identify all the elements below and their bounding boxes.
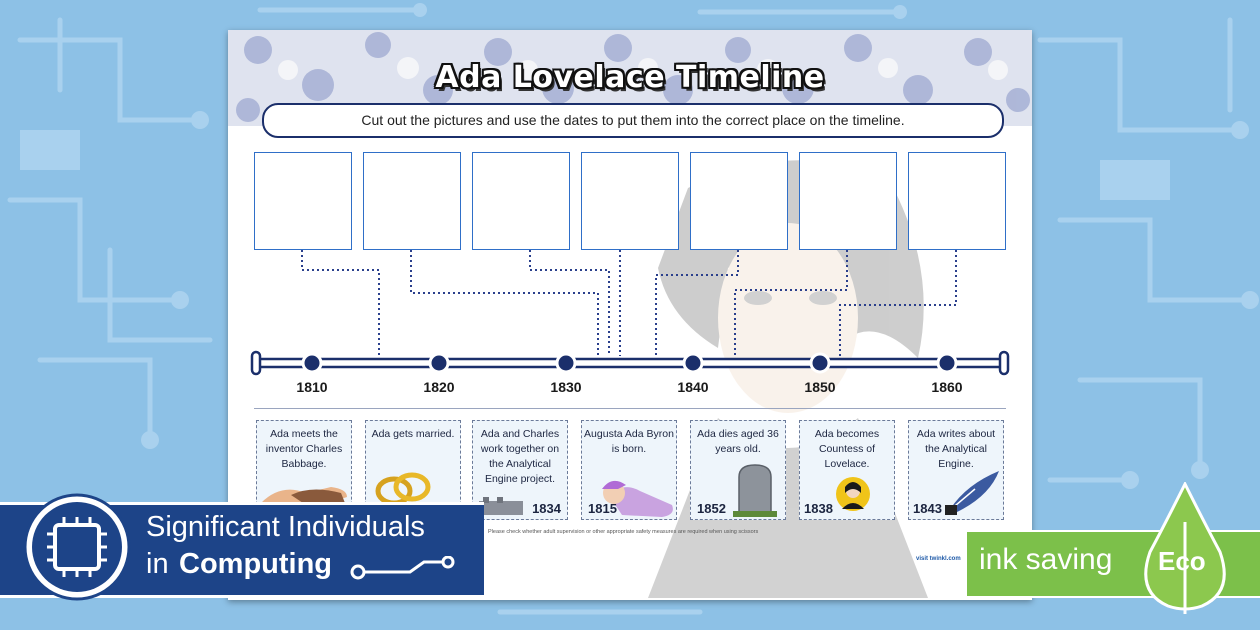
rings-icon	[374, 467, 434, 507]
instruction-bar: Cut out the pictures and use the dates to put them into the correct place on the timeline.	[262, 103, 1004, 138]
eco-tag: Eco	[1158, 546, 1206, 576]
cutout-card-4[interactable]	[581, 420, 677, 520]
cutout-card-7[interactable]	[908, 420, 1004, 520]
page-title: Ada Lovelace Timeline	[435, 60, 825, 95]
timeline-bar	[252, 352, 1008, 374]
banner-title-line1: Significant Individuals	[146, 511, 425, 543]
year-label: 1850	[804, 379, 836, 395]
connector-1	[302, 250, 379, 356]
timeline-dot-1850	[811, 354, 829, 372]
cutout-card-3[interactable]	[472, 420, 568, 520]
card-year: 1815	[588, 501, 617, 516]
year-label: 1810	[296, 379, 328, 395]
year-label: 1860	[931, 379, 963, 395]
card-year: 1838	[804, 501, 833, 516]
footer-link[interactable]: visit twinkl.com	[916, 556, 961, 562]
connector-2	[411, 250, 598, 356]
card-caption: Ada gets married.	[371, 428, 455, 440]
connector-7	[840, 250, 956, 356]
cutout-card-6[interactable]	[799, 420, 895, 520]
footer-warning: Please check whether adult supervision or other appropriate safety measures are required when using scissors	[488, 529, 759, 535]
connector-6	[735, 250, 847, 356]
circuit-trace-icon	[348, 556, 460, 582]
gravestone-icon	[733, 461, 777, 517]
banner-title-prefix: in	[146, 548, 169, 580]
card-caption: Ada writes about the Analytical Engine.	[916, 428, 996, 470]
timeline-dot-1830	[557, 354, 575, 372]
year-label: 1820	[423, 379, 455, 395]
card-caption: Ada and Charles work together on the Analytical Engine project.	[480, 428, 560, 485]
banner-title-bold: Computing	[179, 548, 333, 580]
cutout-card-5[interactable]	[690, 420, 786, 520]
engine-icon	[477, 495, 527, 517]
year-label: 1830	[550, 379, 582, 395]
divider	[254, 408, 1006, 409]
card-caption: Ada becomes Countess of Lovelace.	[814, 428, 880, 470]
microchip-icon	[22, 492, 132, 602]
timeline-dot-1810	[303, 354, 321, 372]
timeline-dot-1840	[684, 354, 702, 372]
portrait-badge-icon	[834, 475, 872, 513]
card-year: 1843	[913, 501, 942, 516]
year-label: 1840	[677, 379, 709, 395]
timeline-dot-1820	[430, 354, 448, 372]
ink-saving-label: ink saving	[979, 543, 1113, 576]
quill-icon	[945, 467, 1003, 517]
card-caption: Ada meets the inventor Charles Babbage.	[265, 428, 343, 470]
card-year: 1852	[697, 501, 726, 516]
card-caption: Ada dies aged 36 years old.	[697, 428, 779, 455]
card-year: 1834	[532, 501, 561, 516]
connector-5	[656, 250, 738, 356]
timeline-dot-1860	[938, 354, 956, 372]
card-caption: Augusta Ada Byron is born.	[584, 428, 674, 455]
